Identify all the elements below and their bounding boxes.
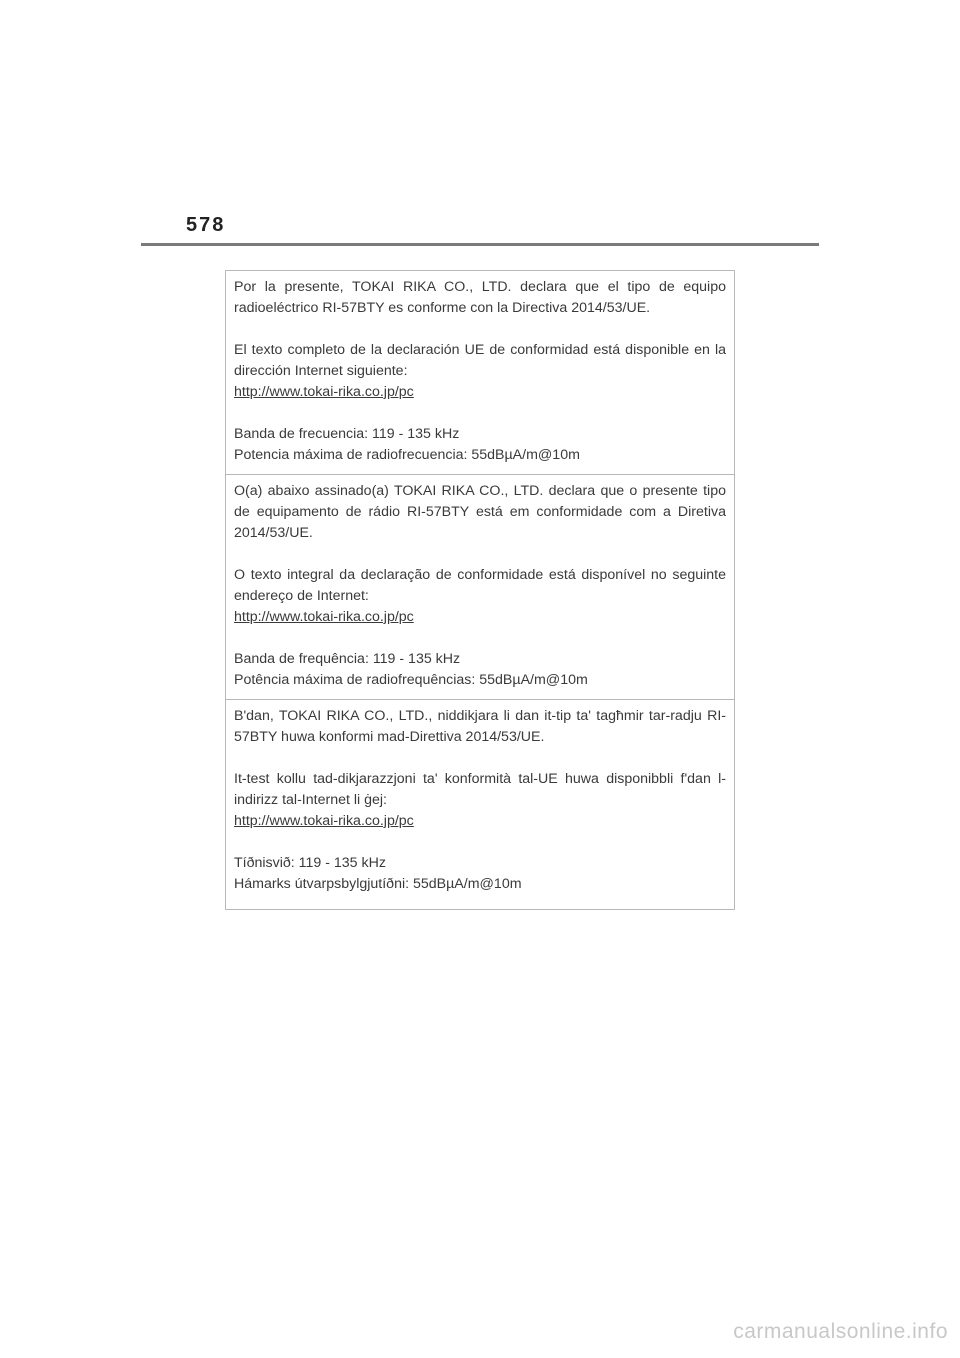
frequency-band: Tíðnisvið: 119 - 135 kHz xyxy=(234,855,386,871)
declaration-url-link[interactable]: http://www.tokai-rika.co.jp/pc xyxy=(234,609,414,625)
max-power: Potência máxima de radiofrequências: 55dBµA/m@10m xyxy=(234,672,588,688)
full-text-notice: El texto completo de la declaración UE de conformidad está disponible en la dirección Internet siguiente: xyxy=(234,342,726,379)
full-text-notice: O texto integral da declaração de conformidade está disponível no seguinte endereço de Internet: xyxy=(234,567,726,604)
frequency-band: Banda de frecuencia: 119 - 135 kHz xyxy=(234,426,460,442)
page-number: 578 xyxy=(186,214,226,236)
max-power: Potencia máxima de radiofrecuencia: 55dBµA/m@10m xyxy=(234,447,580,463)
frequency-band: Banda de frequência: 119 - 135 kHz xyxy=(234,651,461,667)
watermark: carmanualsonline.info xyxy=(733,1320,948,1343)
section-maltese-icelandic xyxy=(226,700,734,909)
full-text-notice: It-test kollu tad-dikjarazzjoni ta' konformità tal-UE huwa disponibbli f'dan l-indirizz tal-Internet li ġej: xyxy=(234,771,726,808)
max-power: Hámarks útvarpsbylgjutíðni: 55dBµA/m@10m xyxy=(234,876,522,892)
declaration-url-link[interactable]: http://www.tokai-rika.co.jp/pc xyxy=(234,813,414,829)
declaration-box xyxy=(225,270,735,910)
declaration-text: Por la presente, TOKAI RIKA CO., LTD. declara que el tipo de equipo radioeléctrico RI-57BTY es conforme con la Directiva 2014/53/UE. xyxy=(234,279,726,316)
declaration-url-link[interactable]: http://www.tokai-rika.co.jp/pc xyxy=(234,384,414,400)
section-spanish xyxy=(226,271,734,475)
header-rule xyxy=(141,243,819,246)
declaration-text: B'dan, TOKAI RIKA CO., LTD., niddikjara li dan it-tip ta' tagħmir tar-radju RI-57BTY huwa konformi mad-Direttiva 2014/53/UE. xyxy=(234,708,726,745)
declaration-text: O(a) abaixo assinado(a) TOKAI RIKA CO., LTD. declara que o presente tipo de equipamento de rádio RI-57BTY está em conformidade com a Diretiva 2014/53/UE. xyxy=(234,483,726,541)
section-portuguese xyxy=(226,475,734,700)
